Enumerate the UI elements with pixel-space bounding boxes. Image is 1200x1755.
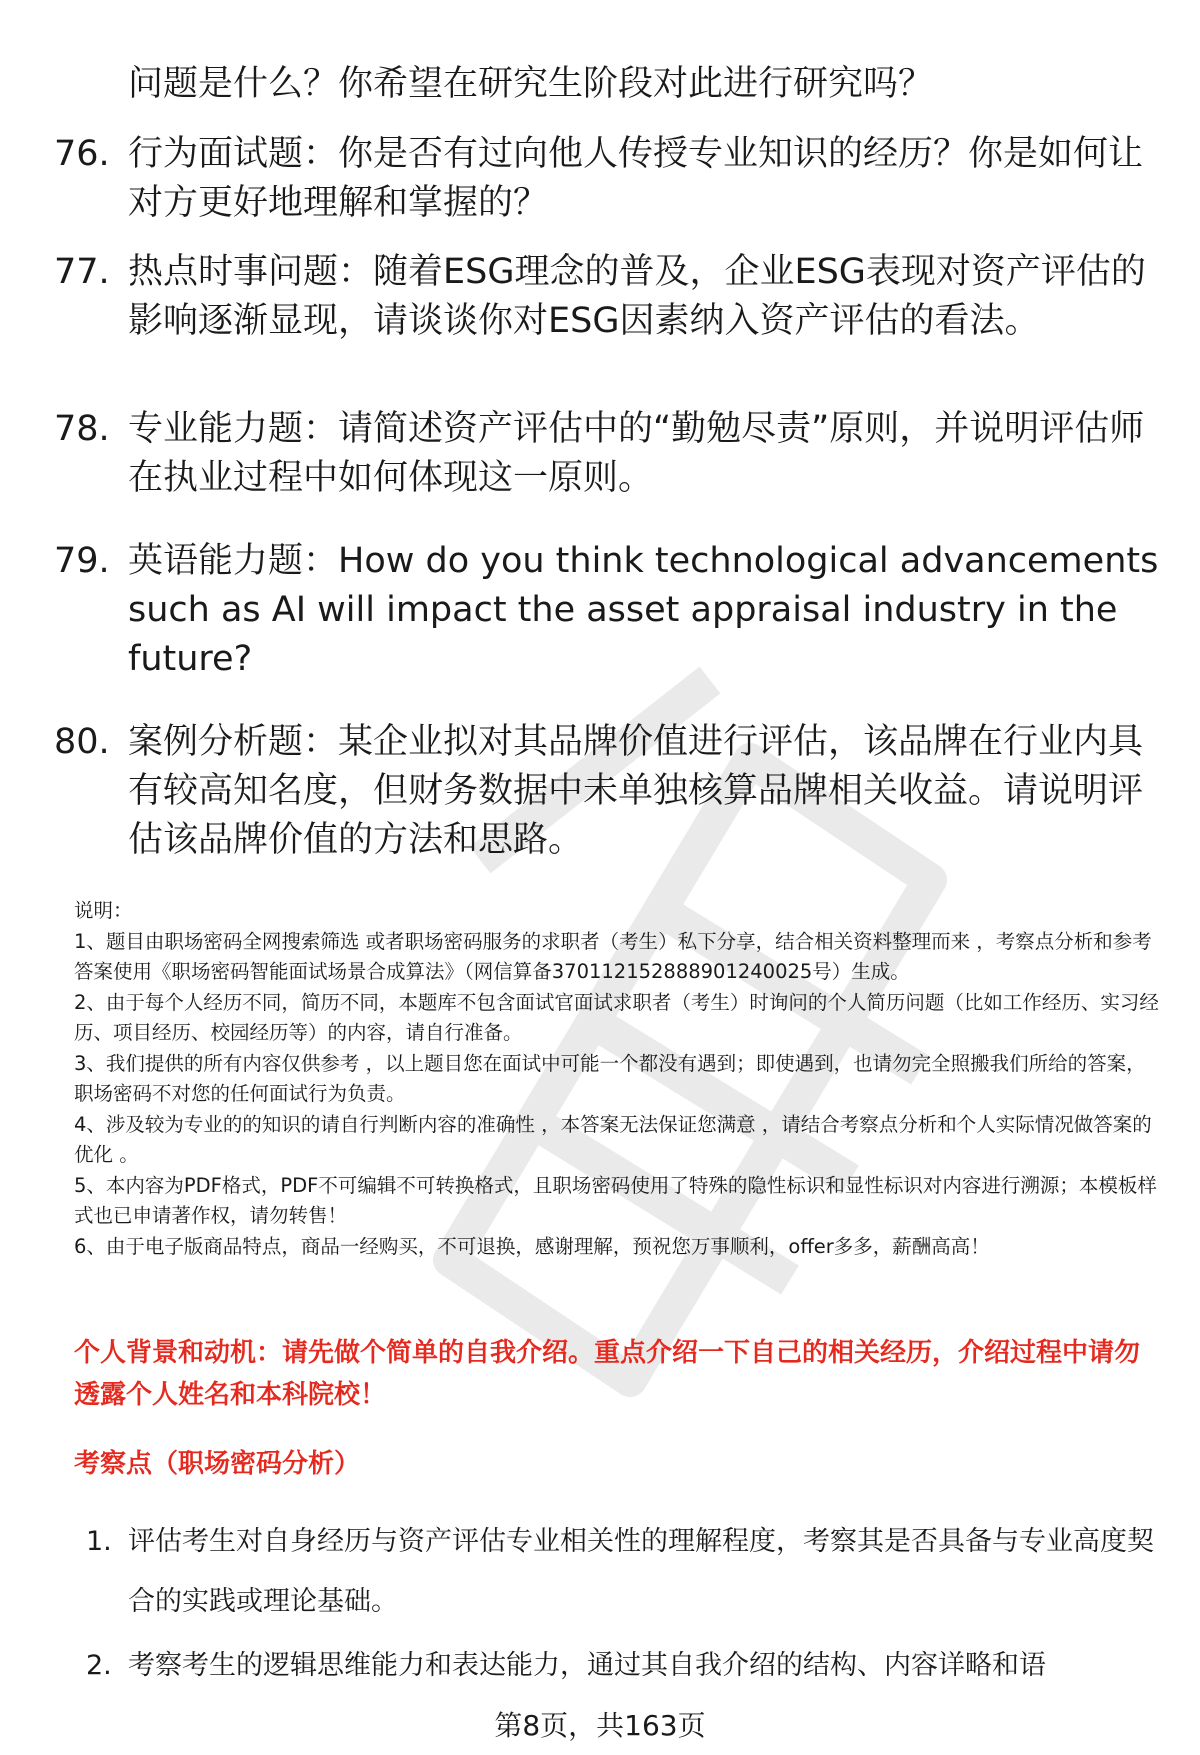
notes-block bbox=[74, 896, 1164, 1262]
question-text: 热点时事问题：随着ESG理念的普及，企业ESG表现对资产评估的影响逐渐显现，请谈谈你对ESG因素纳入资产评估的看法。 bbox=[128, 252, 1146, 341]
question-number: 78. bbox=[54, 409, 110, 449]
section-subtitle: 考察点（职场密码分析） bbox=[74, 1449, 361, 1479]
note-item: 6、由于电子版商品特点，商品一经购买，不可退换，感谢理解，预祝您万事顺利，offer多多，薪酬高高！ bbox=[74, 1234, 990, 1258]
point-number: 1. bbox=[86, 1526, 112, 1557]
question-item bbox=[54, 130, 1164, 228]
note-item: 1、题目由职场密码全网搜索筛选 或者职场密码服务的求职者（考生）私下分享，结合相关资料整理而来 ，考察点分析和参考答案使用《职场密码智能面试场景合成算法》（网信算备370112152888901240025号）生成。 bbox=[74, 929, 1152, 983]
point-item bbox=[86, 1512, 1166, 1632]
question-text: 案例分析题：某企业拟对其品牌价值进行评估，该品牌在行业内具有较高知名度，但财务数据中未单独核算品牌相关收益。请说明评估该品牌价值的方法和思路。 bbox=[128, 722, 1144, 860]
point-text: 评估考生对自身经历与资产评估专业相关性的理解程度，考察其是否具备与专业高度契合的实践或理论基础。 bbox=[128, 1526, 1154, 1617]
point-number: 2. bbox=[86, 1650, 112, 1681]
note-item: 2、由于每个人经历不同，简历不同，本题库不包含面试官面试求职者（考生）时询问的个人简历问题（比如工作经历、实习经历、项目经历、校园经历等）的内容，请自行准备。 bbox=[74, 990, 1159, 1044]
question-item bbox=[54, 248, 1164, 346]
question-item bbox=[54, 405, 1164, 503]
note-item: 3、我们提供的所有内容仅供参考 ，以上题目您在面试中可能一个都没有遇到；即使遇到，也请勿完全照搬我们所给的答案，职场密码不对您的任何面试行为负责。 bbox=[74, 1051, 1146, 1105]
question-item bbox=[54, 718, 1164, 865]
question-number: 79. bbox=[54, 541, 110, 581]
question-number: 80. bbox=[54, 722, 110, 762]
point-text: 考察考生的逻辑思维能力和表达能力，通过其自我介绍的结构、内容详略和语 bbox=[128, 1650, 1046, 1681]
question-text: 专业能力题：请简述资产评估中的“勤勉尽责”原则，并说明评估师在执业过程中如何体现这一原则。 bbox=[128, 409, 1145, 498]
notes-title: 说明： bbox=[74, 899, 133, 922]
question-number: 77. bbox=[54, 252, 110, 292]
section-title: 个人背景和动机：请先做个简单的自我介绍。重点介绍一下自己的相关经历，介绍过程中请勿透露个人姓名和本科院校！ bbox=[74, 1338, 1141, 1410]
note-item: 5、本内容为PDF格式，PDF不可编辑不可转换格式，且职场密码使用了特殊的隐性标识和显性标识对内容进行溯源；本模板样式也已申请著作权，请勿转售！ bbox=[74, 1173, 1157, 1227]
page-footer: 第8页，共163页 bbox=[494, 1709, 706, 1742]
question-continuation: 问题是什么？你希望在研究生阶段对此进行研究吗？ bbox=[128, 64, 934, 104]
question-text: 行为面试题：你是否有过向他人传授专业知识的经历？你是如何让对方更好地理解和掌握的？ bbox=[128, 134, 1144, 223]
question-item bbox=[54, 537, 1164, 684]
note-item: 4、涉及较为专业的的知识的请自行判断内容的准确性 ，本答案无法保证您满意 ，请结合考察点分析和个人实际情况做答案的优化 。 bbox=[74, 1112, 1152, 1166]
question-text: 英语能力题：How do you think technological advancements such as AI will impact the asset appraisal industry in the future? bbox=[128, 541, 1159, 679]
question-number: 76. bbox=[54, 134, 110, 174]
point-item bbox=[86, 1636, 1166, 1696]
